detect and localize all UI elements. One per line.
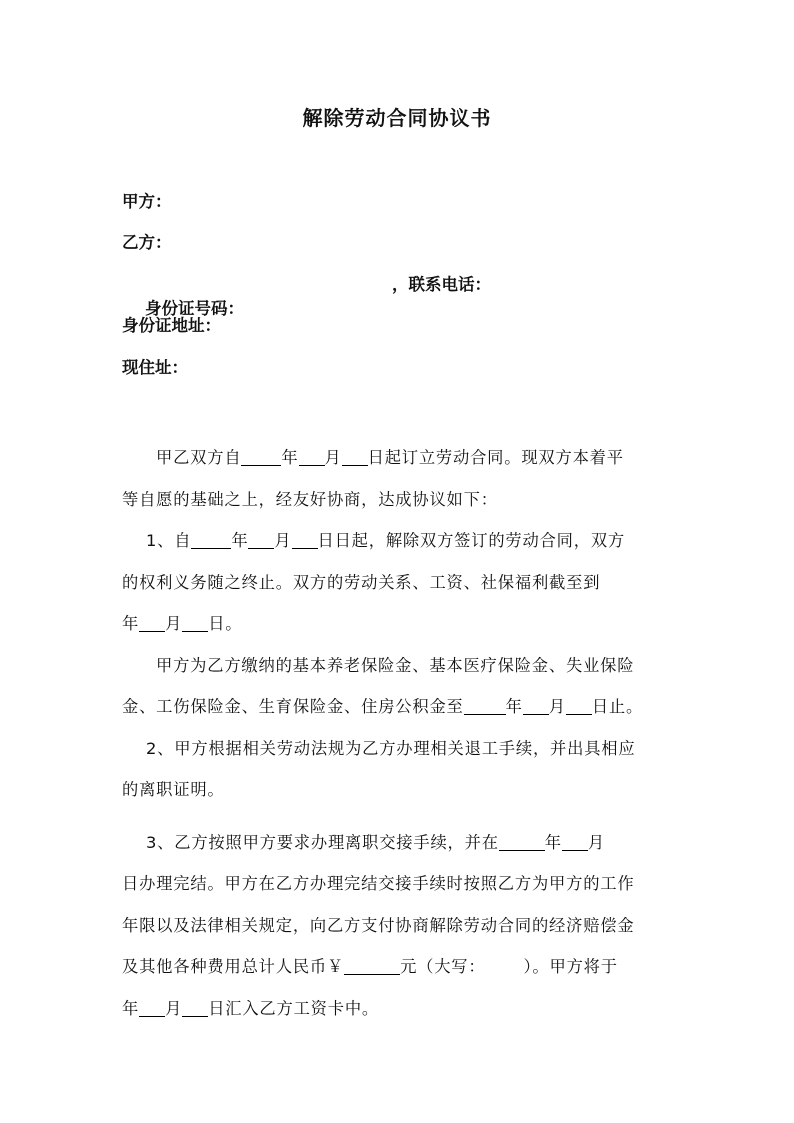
blank-year <box>464 697 506 715</box>
clause-3-line-3: 年限以及法律相关规定，向乙方支付协商解除劳动合同的经济赔偿金 <box>122 915 635 935</box>
insurance-line-2: 金、工伤保险金、生育保险金、住房公积金至 年 月 日止。 <box>122 697 644 716</box>
party-b-field <box>122 231 172 255</box>
blank-month <box>248 531 274 549</box>
id-number-label: 身份证号码： <box>144 299 244 318</box>
intro-line-2: 等自愿的基础之上，经友好协商，达成协议如下： <box>122 489 498 509</box>
clause-1-line-1: 1、自 年 月 日日起，解除双方签订的劳动合同，双方 <box>146 531 625 550</box>
party-b-label: 乙方： <box>122 233 172 252</box>
document-title: 解除劳动合同协议书 <box>302 106 492 130</box>
id-address-label: 身份证地址： <box>122 316 221 335</box>
blank-day <box>182 614 208 632</box>
phone-label: ，联系电话： <box>392 275 491 294</box>
blank-day <box>292 531 318 549</box>
current-address-field <box>122 356 188 380</box>
blank-month <box>139 999 165 1017</box>
clause-3-line-1: 3、乙方按照甲方要求办理离职交接手续，并在 年 月 <box>146 832 605 852</box>
clause-2-line-2: 的离职证明。 <box>122 780 225 799</box>
id-address-field <box>122 314 221 338</box>
clause-1-line-2: 的权利义务随之终止。双方的劳动关系、工资、社保福利截至到 <box>122 572 601 592</box>
blank-day <box>566 697 592 715</box>
blank-amount <box>344 957 400 975</box>
clause-3-line-2: 日办理完结。甲方在乙方办理完结交接手续时按照乙方为甲方的工作 <box>122 874 635 893</box>
agreement-body <box>122 437 682 1029</box>
current-address-label: 现住址： <box>122 358 188 377</box>
blank-day <box>342 448 368 466</box>
blank-year <box>241 448 281 466</box>
party-a-label: 甲方： <box>122 192 172 211</box>
blank-month <box>562 833 588 851</box>
clause-2-line-1: 2、甲方根据相关劳动法规为乙方办理相关退工手续，并出具相应 <box>146 738 636 758</box>
blank-day <box>182 999 208 1017</box>
party-a-field <box>122 190 172 214</box>
insurance-line-1: 甲方为乙方缴纳的基本养老保险金、基本医疗保险金、失业保险 <box>156 655 635 675</box>
intro-line-1: 甲乙双方自 年 月 日起订立劳动合同。现双方本着平 <box>156 448 624 467</box>
clause-3-line-5: 年 月 日汇入乙方工资卡中。 <box>122 998 380 1018</box>
blank-year <box>191 531 231 549</box>
clause-3-line-4: 及其他各种费用总计人民币￥ 元（大写： ）。甲方将于 <box>122 957 618 976</box>
blank-month <box>139 614 165 632</box>
blank-month <box>523 697 549 715</box>
blank-month <box>299 448 325 466</box>
blank-year <box>499 833 545 851</box>
clause-1-line-3: 年 月 日。 <box>122 614 243 633</box>
